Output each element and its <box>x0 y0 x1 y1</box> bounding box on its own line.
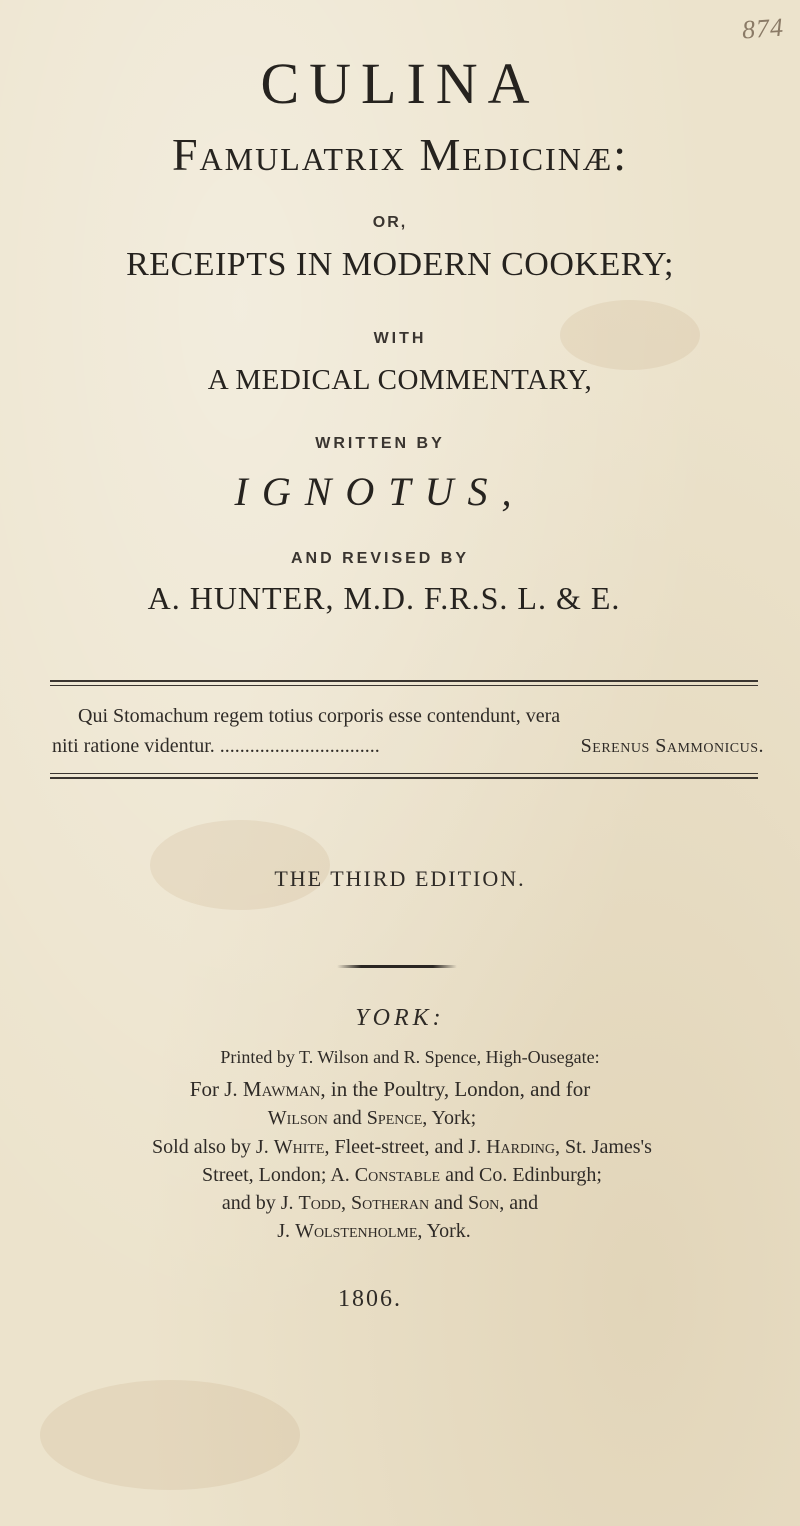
author-pseudonym: IGNOTUS, <box>234 469 526 514</box>
or-connector: OR, <box>372 214 408 231</box>
imprint-text: and Co. Edinburgh; <box>440 1164 602 1186</box>
imprint-printer-line: Printed by T. Wilson and R. Spence, High-Ousegate: <box>220 1047 600 1067</box>
imprint-text: Sold also by J. <box>152 1136 274 1158</box>
imprint-text: , St. James's <box>555 1136 652 1158</box>
bookseller-name: Sotheran <box>351 1192 430 1214</box>
imprint-text: and by J. <box>221 1192 299 1214</box>
paper-stain <box>40 1380 300 1490</box>
bookseller-name: White <box>273 1136 325 1158</box>
imprint-text: , <box>341 1192 352 1214</box>
with-connector: WITH <box>373 330 427 347</box>
imprint-text: , Fleet-street, and J. <box>324 1136 487 1158</box>
divider-rule <box>50 685 758 686</box>
handwritten-shelf-mark: 874 <box>741 12 785 45</box>
divider-rule <box>50 680 758 682</box>
divider-rule <box>50 773 758 774</box>
imprint-line-3 <box>0 1107 772 1130</box>
motto-line-2-text: niti ratione videntur. ................................ <box>52 735 380 757</box>
bookseller-name: Todd <box>298 1192 342 1214</box>
book-subtitle: Famulatrix Medicinæ: <box>171 129 629 180</box>
imprint-line-4 <box>2 1136 800 1159</box>
bookseller-name: Wolstenholme <box>295 1220 418 1242</box>
bookseller-name: Harding <box>486 1136 555 1158</box>
book-title: CULINA <box>260 51 540 116</box>
imprint-line-7 <box>0 1220 774 1243</box>
bookseller-name: Spence <box>366 1107 423 1129</box>
imprint-line-5 <box>2 1164 800 1187</box>
imprint-text: , York. <box>417 1220 471 1242</box>
bookseller-name: Son <box>467 1192 500 1214</box>
bookseller-name: Constable <box>354 1164 441 1186</box>
written-by-label: WRITTEN BY <box>315 435 445 452</box>
motto-line-1: Qui Stomachum regem totius corporis esse contendunt, vera <box>78 705 561 727</box>
imprint-text: and <box>429 1192 468 1214</box>
place-of-publication: YORK: <box>355 1005 445 1031</box>
imprint-text: , in the Poultry, London, and for <box>320 1077 591 1101</box>
edition-line: THE THIRD EDITION. <box>274 866 526 891</box>
bookseller-name: Mawman <box>242 1077 321 1101</box>
imprint-text: and <box>327 1107 367 1129</box>
motto-author: Serenus Sammonicus. <box>580 735 764 757</box>
imprint-text: Street, London; A. <box>202 1164 355 1186</box>
imprint-line-6 <box>0 1192 780 1215</box>
reviser-name: A. HUNTER, M.D. F.R.S. L. & E. <box>147 580 621 616</box>
imprint-line-2 <box>0 1077 790 1102</box>
bookseller-name: Wilson <box>267 1107 328 1129</box>
medical-commentary-line: A MEDICAL COMMENTARY, <box>207 364 593 396</box>
divider-rule <box>50 777 758 779</box>
imprint-text: , and <box>499 1192 539 1214</box>
imprint-text: , York; <box>422 1107 477 1129</box>
paper-stain <box>150 820 330 910</box>
receipts-line: RECEIPTS IN MODERN COOKERY; <box>126 246 674 283</box>
motto-line-2 <box>52 732 764 761</box>
imprint-text: J. <box>277 1220 296 1242</box>
publication-year: 1806. <box>338 1286 402 1312</box>
revised-by-label: AND REVISED BY <box>290 550 470 567</box>
imprint-text: For J. <box>189 1077 243 1101</box>
ornamental-rule <box>337 965 457 968</box>
